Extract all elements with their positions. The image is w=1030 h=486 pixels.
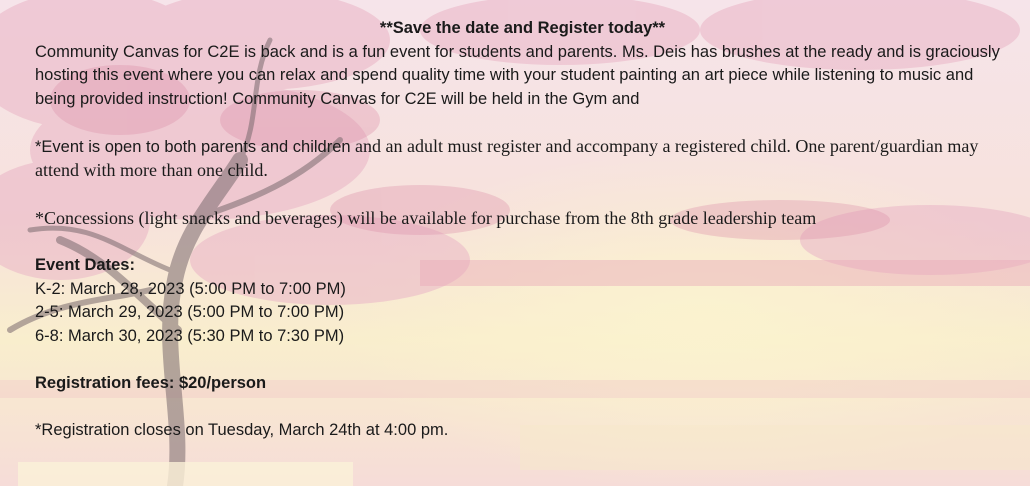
event-date-item: K-2: March 28, 2023 (5:00 PM to 7:00 PM): [35, 279, 346, 298]
event-intro-paragraph: Community Canvas for C2E is back and is a fun event for students and parents. Ms. Deis has brushes at the ready and is graciously hosting this event where you can relax and spend quality time with your student painting an art piece while listening to music and being provided instruction! Community Canvas for C2E will be held in the Gym and: [35, 42, 1000, 108]
event-date-item: 2-5: March 29, 2023 (5:00 PM to 7:00 PM): [35, 303, 345, 321]
event-open-note: [35, 135, 1010, 184]
event-dates-heading: Event Dates:: [35, 256, 135, 274]
registration-fees: Registration fees: $20/person: [35, 373, 267, 392]
event-flyer-text: [35, 17, 1010, 442]
event-open-note-part-a: *Event is open to both parents and children: [35, 137, 351, 156]
registration-closing-note: *Registration closes on Tuesday, March 24th at 4:00 pm.: [35, 420, 449, 439]
event-open-note-part-b: and an adult must register and accompany a registered child. One parent/guardian may attend with more than one child.: [35, 135, 979, 180]
event-date-item: 6-8: March 30, 2023 (5:30 PM to 7:30 PM): [35, 326, 345, 345]
flyer-heading: **Save the date and Register today**: [379, 19, 666, 37]
concessions-note: *Concessions (light snacks and beverages) will be available for purchase from the 8th grade leadership team: [35, 208, 817, 228]
